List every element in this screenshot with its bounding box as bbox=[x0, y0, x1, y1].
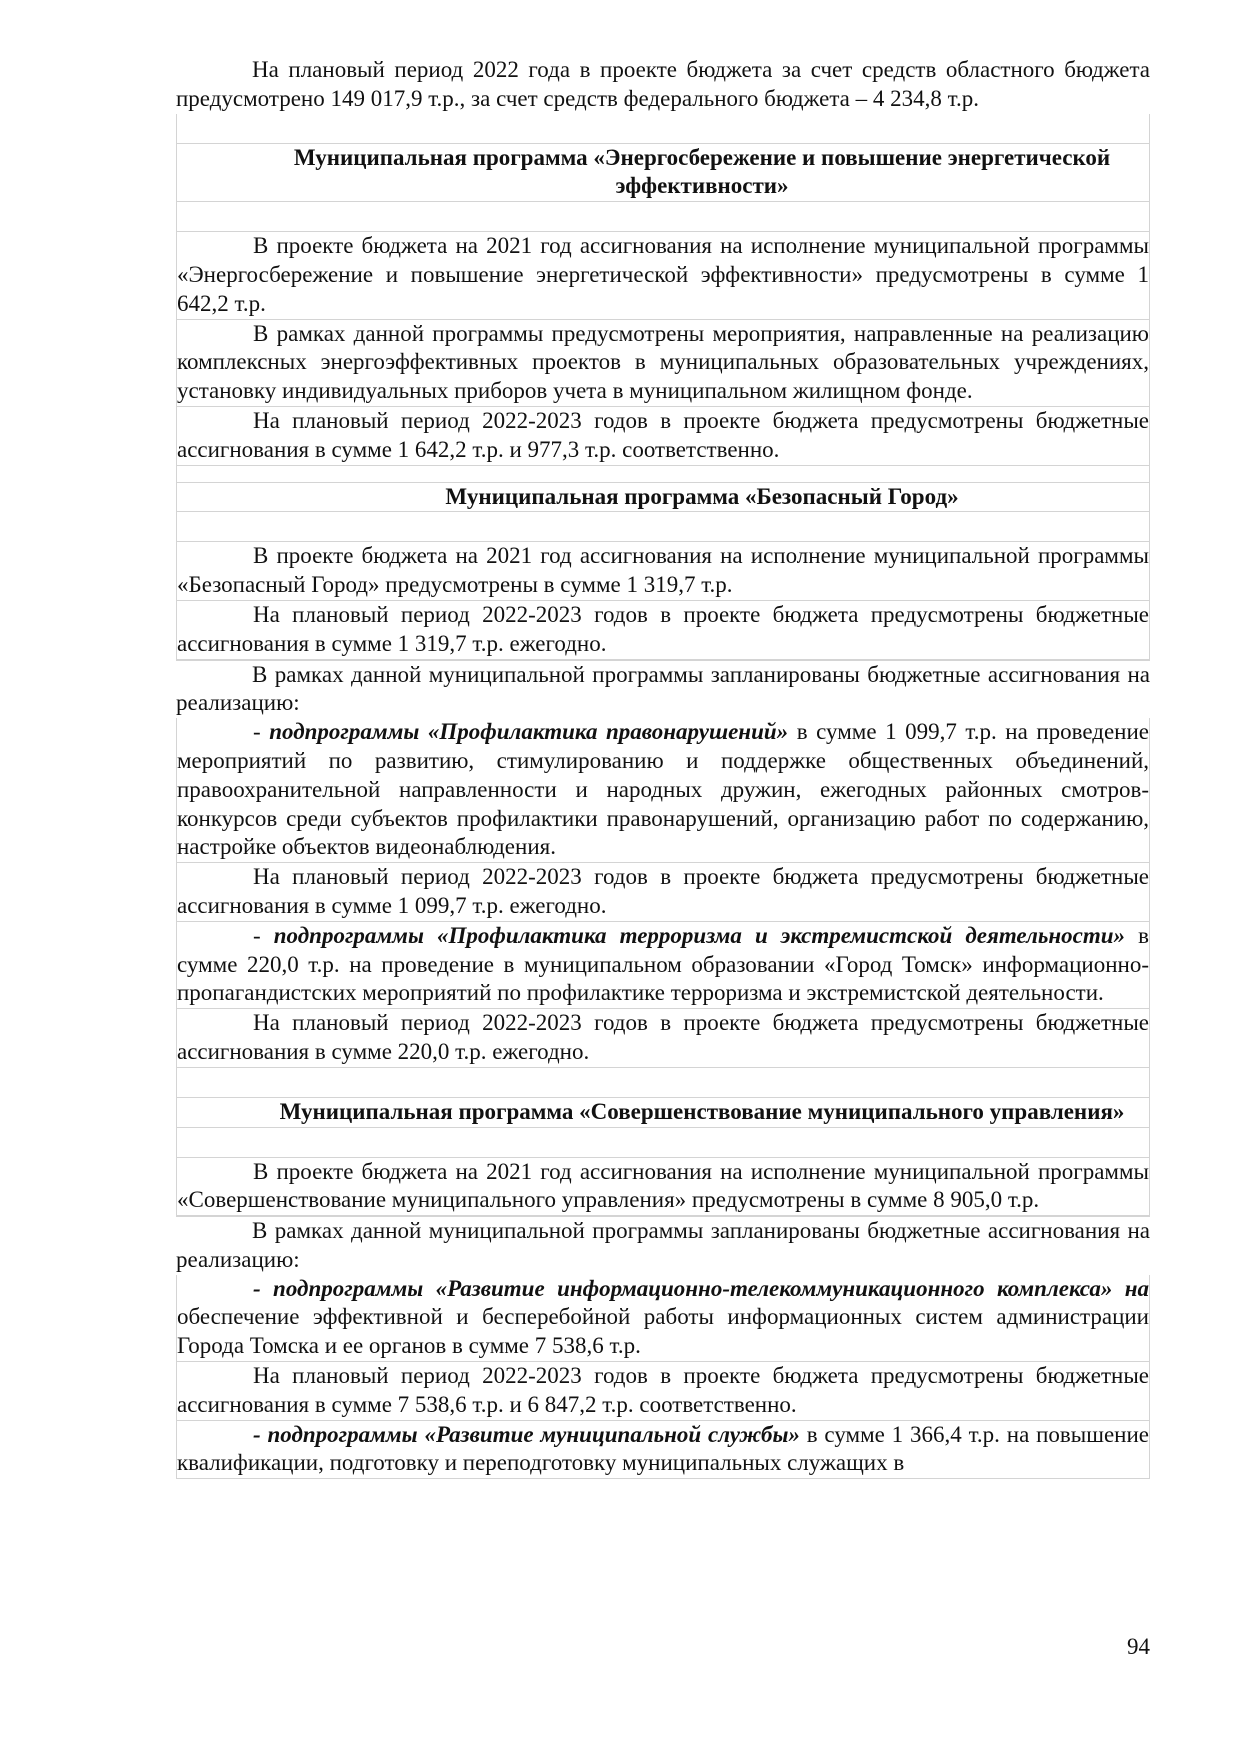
section-energy bbox=[176, 114, 1150, 661]
section-heading-safe-city: Муниципальная программа «Безопасный Город» bbox=[177, 483, 1149, 513]
subprogram-terrorism-name: подпрограммы «Профилактика терроризма и экстремистской деятельности» bbox=[273, 922, 1126, 948]
subprogram-it-name: - подпрограммы «Развитие информационно-телекоммуникационного комплекса» на bbox=[253, 1275, 1149, 1301]
subprogram-civil-service bbox=[177, 1421, 1149, 1479]
subprogram-offenses-name: подпрограммы «Профилактика правонарушений» bbox=[269, 719, 789, 745]
safe-city-paragraph-1: В проекте бюджета на 2021 год ассигнования на исполнение муниципальной программы «Безопасный Город» предусмотрены в сумме 1 319,7 т.р. bbox=[177, 542, 1149, 601]
safe-city-paragraph-5: На плановый период 2022-2023 годов в проекте бюджета предусмотрены бюджетные ассигнования в сумме 220,0 т.р. ежегодно. bbox=[177, 1009, 1149, 1068]
subprogram-it bbox=[177, 1275, 1149, 1362]
dash: - bbox=[253, 719, 270, 745]
section-heading-energy: Муниципальная программа «Энергосбережение и повышение энергетической эффективности» bbox=[177, 144, 1149, 203]
subprogram-offenses bbox=[177, 718, 1149, 863]
energy-paragraph-3: На плановый период 2022-2023 годов в проекте бюджета предусмотрены бюджетные ассигнования в сумме 1 642,2 т.р. и 977,3 т.р. соответственно. bbox=[177, 407, 1149, 466]
safe-city-paragraph-2: На плановый период 2022-2023 годов в проекте бюджета предусмотрены бюджетные ассигнования в сумме 1 319,7 т.р. ежегодно. bbox=[177, 601, 1149, 660]
page-number: 94 bbox=[1127, 1634, 1150, 1659]
spacer bbox=[177, 512, 1149, 542]
governance-subprograms bbox=[176, 1275, 1150, 1480]
dash: - bbox=[253, 922, 274, 948]
energy-paragraph-1: В проекте бюджета на 2021 год ассигнования на исполнение муниципальной программы «Энергосбережение и повышение энергетической эффективности» предусмотрены в сумме 1 642,2 т.р. bbox=[177, 232, 1149, 319]
spacer bbox=[177, 466, 1149, 483]
spacer bbox=[177, 114, 1149, 144]
safe-city-paragraph-3: В рамках данной муниципальной программы запланированы бюджетные ассигнования на реализацию: bbox=[176, 661, 1150, 716]
governance-paragraph-1: В проекте бюджета на 2021 год ассигнования на исполнение муниципальной программы «Совершенствование муниципального управления» предусмотрены в сумме 8 905,0 т.р. bbox=[177, 1158, 1149, 1217]
subprogram-offenses-text: в сумме 1 099,7 т.р. на проведение мероприятий по развитию, стимулированию и поддержке общественных объединений, правоохранительной направленности и народных дружин, ежегодных районных смотров-конкурсов среди субъектов профилактики правонарушений, организацию работ по содержанию, настройке объектов видеонаблюдения. bbox=[177, 719, 1149, 860]
subprogram-civil-service-text: в сумме 1 366,4 т.р. на повышение квалификации, подготовку и переподготовку муниципальных служащих в bbox=[177, 1421, 1149, 1476]
safe-city-subprograms bbox=[176, 718, 1150, 1217]
document-page bbox=[176, 56, 1150, 1479]
spacer bbox=[177, 1068, 1149, 1098]
energy-paragraph-2: В рамках данной программы предусмотрены мероприятия, направленные на реализацию комплексных энергоэффективных проектов в муниципальных образовательных учреждениях, установку индивидуальных приборов учета в муниципальном жилищном фонде. bbox=[177, 320, 1149, 407]
spacer bbox=[177, 202, 1149, 232]
subprogram-it-text: обеспечение эффективной и бесперебойной работы информационных систем администрации Города Томска и ее органов в сумме 7 538,6 т.р. bbox=[177, 1304, 1149, 1359]
safe-city-paragraph-4: На плановый период 2022-2023 годов в проекте бюджета предусмотрены бюджетные ассигнования в сумме 1 099,7 т.р. ежегодно. bbox=[177, 863, 1149, 922]
intro-paragraph: На плановый период 2022 года в проекте бюджета за счет средств областного бюджета предусмотрено 149 017,9 т.р., за счет средств федерального бюджета – 4 234,8 т.р. bbox=[176, 57, 1150, 111]
governance-paragraph-2: В рамках данной муниципальной программы запланированы бюджетные ассигнования на реализацию: bbox=[176, 1218, 1150, 1272]
subprogram-terrorism-text: в сумме 220,0 т.р. на проведение в муниципальном образовании «Город Томск» информационно-пропагандистских мероприятий по профилактике терроризма и экстремистской деятельности. bbox=[177, 922, 1149, 1006]
subprogram-terrorism bbox=[177, 922, 1149, 1009]
subprogram-civil-service-name: - подпрограммы «Развитие муниципальной службы» bbox=[253, 1421, 800, 1447]
governance-paragraph-3: На плановый период 2022-2023 годов в проекте бюджета предусмотрены бюджетные ассигнования в сумме 7 538,6 т.р. и 6 847,2 т.р. соответственно. bbox=[177, 1362, 1149, 1421]
spacer bbox=[177, 1128, 1149, 1158]
section-heading-governance: Муниципальная программа «Совершенствование муниципального управления» bbox=[177, 1098, 1149, 1128]
